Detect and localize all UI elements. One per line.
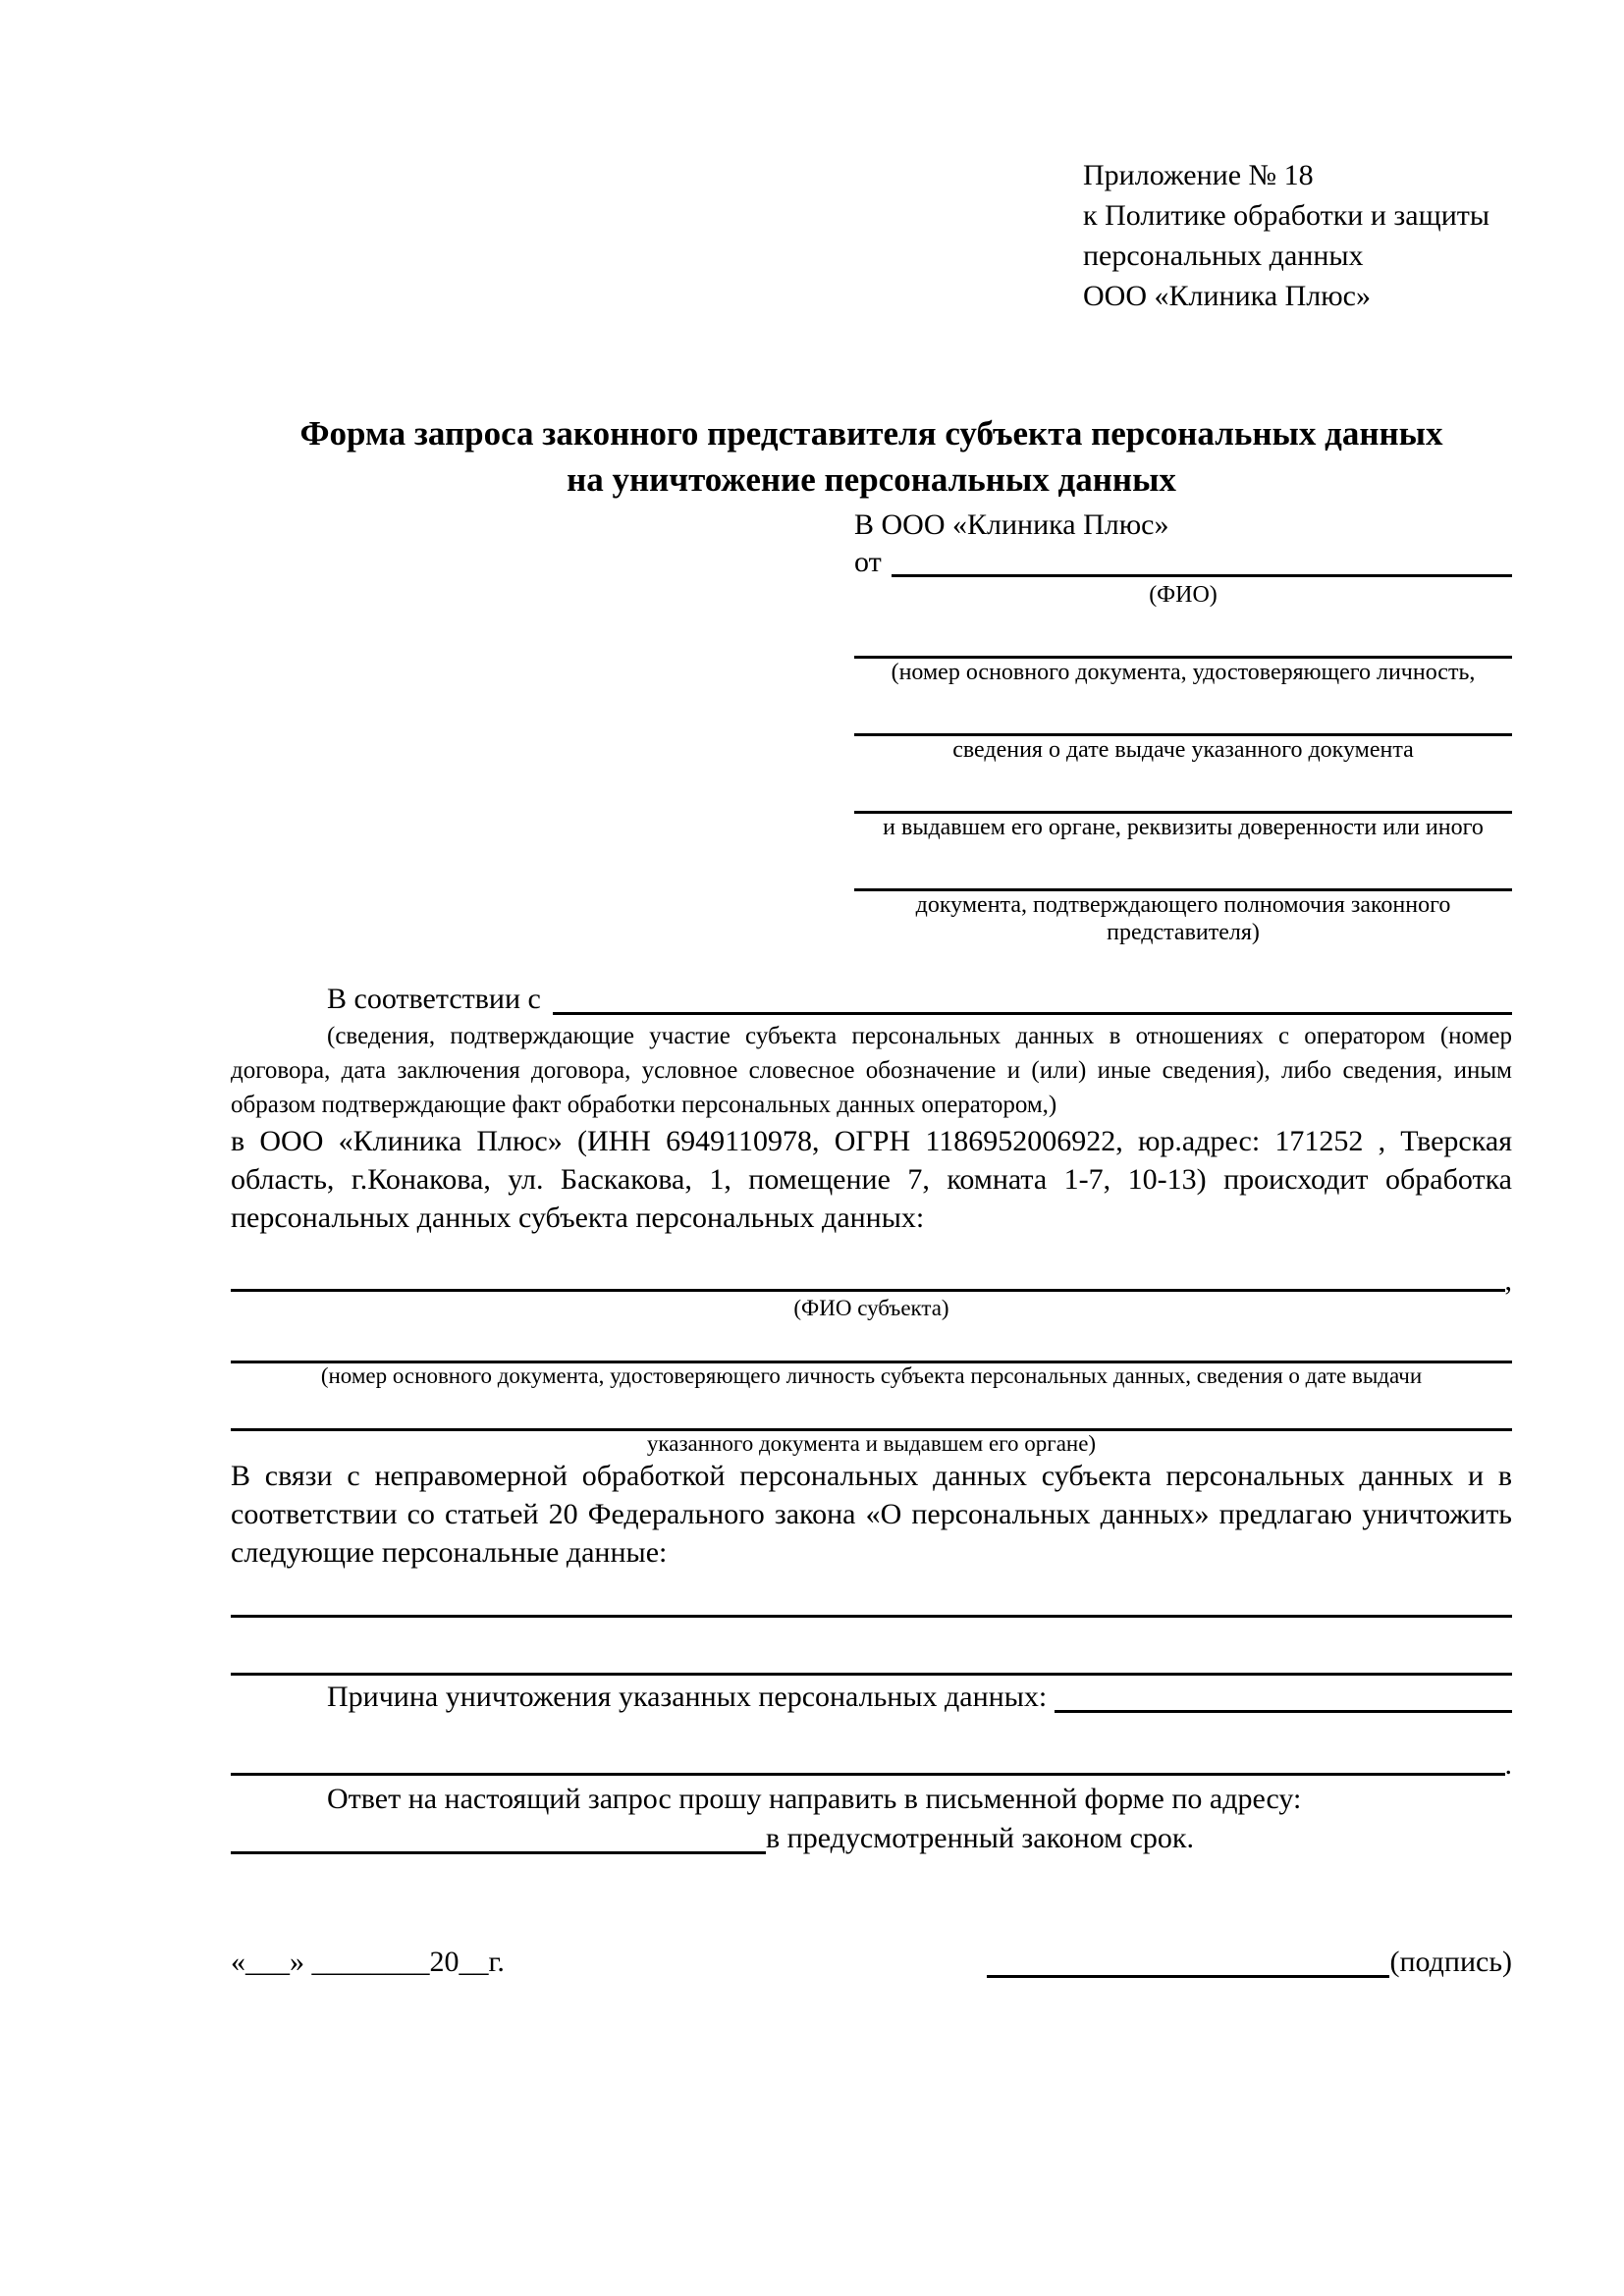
operator-paragraph: в ООО «Клиника Плюс» (ИНН 6949110978, ОГРН 1186952006922, юр.адрес: 171252 , Тверская область, г.Конакова, ул. Баскакова, 1, помещение 7, комната 1-7, 10-13) происходит обработка персональных данных субъекта персональных данных: <box>231 1125 1512 1234</box>
signature-blank-field <box>987 1975 1389 1978</box>
from-label: от <box>854 546 882 578</box>
accordance-fineprint: (сведения, подтверждающие участие субъекта персональных данных в отношениях с оператором (номер договора, дата заключения договора, условное словесное обозначение и (или) иные сведения), либо сведения, иным образом подтверждающие факт обработки персональных данных оператором,) <box>231 1023 1512 1118</box>
trailing-comma: , <box>1504 1264 1512 1297</box>
accordance-blank-field <box>553 1012 1512 1015</box>
reason-blank-field <box>1055 1710 1512 1713</box>
form-title <box>231 410 1512 503</box>
appendix-note <box>1083 155 1512 316</box>
document-number-blank-field <box>854 620 1512 659</box>
appendix-note-line: персональных данных <box>1083 240 1364 272</box>
accordance-label: В соответствии с <box>327 983 541 1015</box>
accordance-row <box>231 980 1512 1019</box>
issuing-authority-caption: и выдавшем его органе, реквизиты доверенности или иного <box>883 815 1484 840</box>
subject-fio-blank-field <box>231 1289 1505 1292</box>
document-number-caption: (номер основного документа, удостоверяющего личность, <box>891 660 1476 685</box>
subject-issuing-caption: указанного документа и выдавшем его органе) <box>646 1431 1097 1456</box>
subject-document-blank-field <box>231 1327 1512 1363</box>
appendix-note-line: Приложение № 18 <box>1083 159 1314 191</box>
issuing-authority-blank-field <box>854 775 1512 814</box>
signature-group <box>987 1943 1512 1982</box>
issuing-authority-field-row <box>854 775 1512 841</box>
signature-caption: (подпись) <box>1389 1946 1512 1978</box>
appendix-note-line: к Политике обработки и защиты <box>1083 199 1490 232</box>
response-request-sentence: Ответ на настоящий запрос прошу направить в письменной форме по адресу: <box>327 1783 1302 1815</box>
subject-issuing-field-row <box>231 1395 1512 1457</box>
issue-date-field-row <box>854 698 1512 764</box>
subject-document-field-row <box>231 1327 1512 1389</box>
document-number-field-row <box>854 620 1512 686</box>
footer-row <box>231 1943 1512 1982</box>
issue-date-caption: сведения о дате выдаче указанного документа <box>952 737 1414 763</box>
appendix-note-line: ООО «Клиника Плюс» <box>1083 280 1371 312</box>
authority-document-field-row <box>854 853 1512 946</box>
form-title-line2: на уничтожение персональных данных <box>567 460 1176 499</box>
from-blank-field <box>892 574 1512 577</box>
addressee-organization: В ООО «Клиника Плюс» <box>854 508 1169 541</box>
form-title-line1: Форма запроса законного представителя субъекта персональных данных <box>299 414 1443 453</box>
reason-continuation-blank-field <box>231 1773 1505 1776</box>
trailing-period: . <box>1504 1748 1512 1781</box>
subject-document-caption: (номер основного документа, удостоверяющего личность субъекта персональных данных, сведения о дате выдачи <box>320 1363 1423 1388</box>
reason-row <box>231 1678 1512 1717</box>
subject-fio-caption: (ФИО субъекта) <box>793 1296 949 1320</box>
authority-document-caption: документа, подтверждающего полномочия законного представителя) <box>915 892 1451 945</box>
date-blank-field: «___» ________20__г. <box>231 1946 505 1978</box>
reason-label: Причина уничтожения указанных персональных данных: <box>327 1681 1048 1713</box>
fio-caption: (ФИО) <box>1149 582 1218 608</box>
response-address-row <box>231 1819 1512 1858</box>
authority-document-blank-field <box>854 853 1512 891</box>
subject-fio-field-row <box>231 1266 1512 1296</box>
unlawful-processing-paragraph: В связи с неправомерной обработкой персональных данных субъекта персональных данных и в соответствии со статьей 20 Федерального закона «О персональных данных» предлагаю уничтожить следующие персональные данные: <box>231 1460 1512 1569</box>
response-tail-text: в предусмотренный законом срок. <box>766 1822 1194 1854</box>
reason-continuation-row <box>231 1750 1512 1780</box>
data-to-destroy-blank-field-2 <box>231 1673 1512 1676</box>
from-field-row <box>854 544 1512 581</box>
subject-issuing-blank-field <box>231 1395 1512 1431</box>
addressee-block <box>854 507 1512 946</box>
issue-date-blank-field <box>854 698 1512 736</box>
response-address-blank-field <box>231 1851 766 1854</box>
data-to-destroy-blank-field-1 <box>231 1615 1512 1618</box>
